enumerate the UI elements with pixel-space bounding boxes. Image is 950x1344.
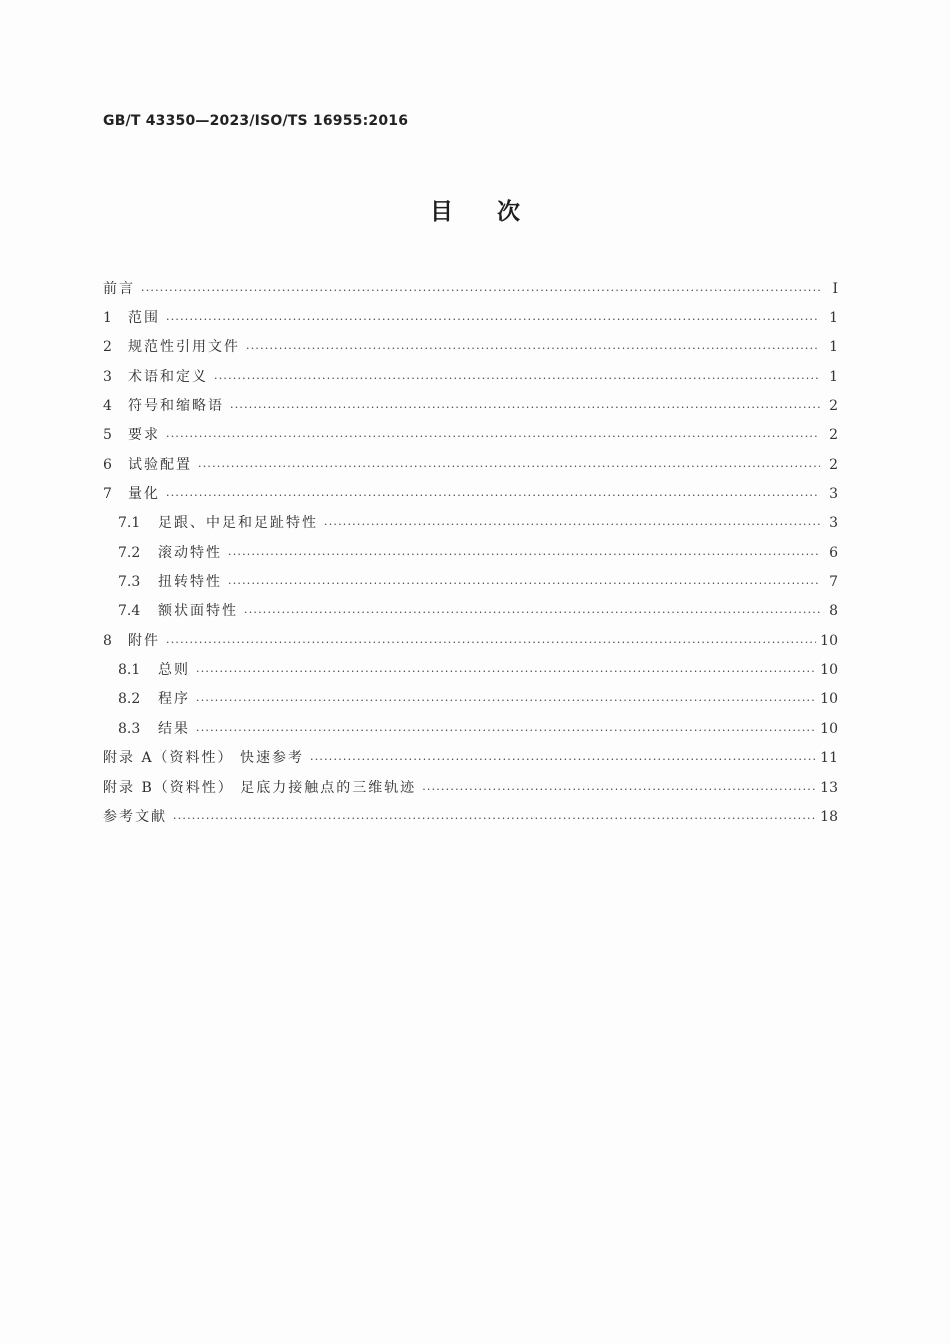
toc-entry-page-number: 3: [829, 515, 838, 532]
toc-entry[interactable]: [103, 479, 838, 508]
toc-entry-number: 7: [103, 486, 112, 503]
toc-entry-title: 前言: [103, 280, 135, 297]
toc-entry[interactable]: [103, 538, 838, 567]
toc-entry-page-number: 10: [820, 632, 838, 649]
toc-entry-title: 扭转特性: [158, 574, 222, 591]
toc-entry[interactable]: [103, 421, 838, 450]
toc-entry-title: 总则: [158, 662, 190, 679]
toc-leader-dots: [214, 370, 820, 388]
toc-entry-title: 附件: [128, 632, 160, 649]
toc-entry-page-number: 2: [829, 398, 838, 415]
toc-entry[interactable]: [103, 773, 838, 802]
toc-entry-lead: [103, 690, 190, 708]
toc-entry-page-number: 10: [820, 662, 838, 679]
toc-entry[interactable]: [103, 714, 838, 743]
toc-entry-title: 试验配置: [128, 456, 192, 473]
toc-entry-title: 足跟、中足和足趾特性: [158, 515, 318, 532]
toc-entry-number: 8.3: [118, 720, 141, 737]
toc-entry-lead: [103, 280, 135, 298]
toc-entry-lead: [103, 720, 190, 738]
toc-entry-title: 量化: [128, 486, 160, 503]
toc-leader-dots: [246, 340, 820, 358]
toc-entry-lead: [103, 661, 190, 679]
toc-entry-number: 5: [103, 427, 112, 444]
toc-entry-lead: [103, 368, 208, 386]
toc-leader-dots: [244, 604, 820, 622]
toc-entry-lead: [103, 544, 222, 562]
toc-leader-dots: [166, 634, 816, 652]
toc-entry-number: 2: [103, 339, 112, 356]
toc-entry-page-number: 3: [829, 486, 838, 503]
toc-entry[interactable]: [103, 450, 838, 479]
toc-entry-number: 7.1: [118, 515, 141, 532]
toc-entry-title: 参考文献: [103, 808, 167, 825]
table-of-contents: [103, 274, 838, 832]
toc-entry[interactable]: [103, 802, 838, 831]
toc-entry-lead: [103, 426, 160, 444]
toc-entry-page-number: 10: [820, 691, 838, 708]
toc-entry-lead: [103, 749, 304, 767]
toc-entry-number: 8.2: [118, 691, 141, 708]
toc-entry[interactable]: [103, 509, 838, 538]
toc-entry-title: 额状面特性: [158, 603, 238, 620]
toc-entry-number: 7.4: [118, 603, 141, 620]
toc-entry-number: 7.2: [118, 544, 141, 561]
toc-leader-dots: [228, 546, 820, 564]
toc-entry-lead: [103, 573, 222, 591]
toc-entry-title: 要求: [128, 427, 160, 444]
toc-entry-lead: [103, 397, 224, 415]
toc-leader-dots: [230, 399, 820, 417]
toc-entry-page-number: 2: [829, 456, 838, 473]
toc-entry[interactable]: [103, 362, 838, 391]
toc-entry-title: 符号和缩略语: [128, 398, 224, 415]
toc-leader-dots: [324, 516, 820, 534]
toc-entry-title: 程序: [158, 691, 190, 708]
toc-entry-page-number: 1: [829, 339, 838, 356]
toc-entry-number: 8.1: [118, 662, 141, 679]
page-title: 目次: [430, 199, 564, 225]
toc-leader-dots: [166, 311, 820, 329]
toc-entry-lead: [103, 338, 240, 356]
toc-leader-dots: [228, 575, 820, 593]
toc-leader-dots: [422, 781, 816, 799]
toc-entry-page-number: 18: [820, 808, 838, 825]
toc-entry[interactable]: [103, 303, 838, 332]
toc-leader-dots: [196, 692, 816, 710]
toc-entry-page-number: 13: [820, 779, 838, 796]
toc-entry-lead: [103, 632, 160, 650]
toc-entry-title: 术语和定义: [128, 368, 208, 385]
toc-leader-dots: [196, 663, 816, 681]
toc-entry-lead: [103, 456, 192, 474]
toc-entry-lead: [103, 602, 238, 620]
toc-entry-number: 8: [103, 632, 112, 649]
toc-entry-lead: [103, 309, 160, 327]
toc-entry[interactable]: [103, 685, 838, 714]
toc-entry[interactable]: [103, 391, 838, 420]
toc-entry-number: 4: [103, 398, 112, 415]
toc-entry-page-number: 6: [829, 544, 838, 561]
toc-entry-title: 规范性引用文件: [128, 339, 240, 356]
toc-entry[interactable]: [103, 333, 838, 362]
toc-entry-lead: [103, 485, 160, 503]
toc-entry-page-number: 8: [829, 603, 838, 620]
toc-entry[interactable]: [103, 274, 838, 303]
toc-entry[interactable]: [103, 655, 838, 684]
toc-entry-page-number: Ⅰ: [832, 280, 838, 297]
toc-entry-title: 范围: [128, 310, 160, 327]
toc-leader-dots: [166, 428, 820, 446]
toc-entry-title: 附录 B（资料性） 足底力接触点的三维轨迹: [103, 779, 417, 796]
toc-leader-dots: [166, 487, 820, 505]
toc-leader-dots: [198, 458, 820, 476]
toc-entry-number: 6: [103, 456, 112, 473]
standard-code: GB/T 43350—2023/ISO/TS 16955:2016: [103, 113, 409, 129]
toc-entry-title: 滚动特性: [158, 544, 222, 561]
toc-entry-lead: [103, 808, 167, 826]
toc-leader-dots: [173, 810, 816, 828]
toc-entry-page-number: 10: [820, 720, 838, 737]
toc-entry-title: 附录 A（资料性） 快速参考: [103, 750, 305, 767]
toc-leader-dots: [196, 722, 816, 740]
toc-entry-page-number: 1: [829, 368, 838, 385]
toc-entry-page-number: 7: [829, 574, 838, 591]
toc-entry-number: 7.3: [118, 574, 141, 591]
toc-leader-dots: [310, 751, 816, 769]
toc-entry-page-number: 2: [829, 427, 838, 444]
toc-entry[interactable]: [103, 626, 838, 655]
toc-leader-dots: [141, 282, 820, 300]
toc-entry-lead: [103, 514, 318, 532]
toc-entry-title: 结果: [158, 720, 190, 737]
toc-entry[interactable]: [103, 597, 838, 626]
toc-entry-number: 3: [103, 368, 112, 385]
toc-entry[interactable]: [103, 744, 838, 773]
toc-entry-lead: [103, 779, 416, 797]
toc-entry-number: 1: [103, 310, 112, 327]
toc-entry-page-number: 1: [829, 310, 838, 327]
toc-entry-page-number: 11: [820, 750, 838, 767]
toc-entry[interactable]: [103, 567, 838, 596]
